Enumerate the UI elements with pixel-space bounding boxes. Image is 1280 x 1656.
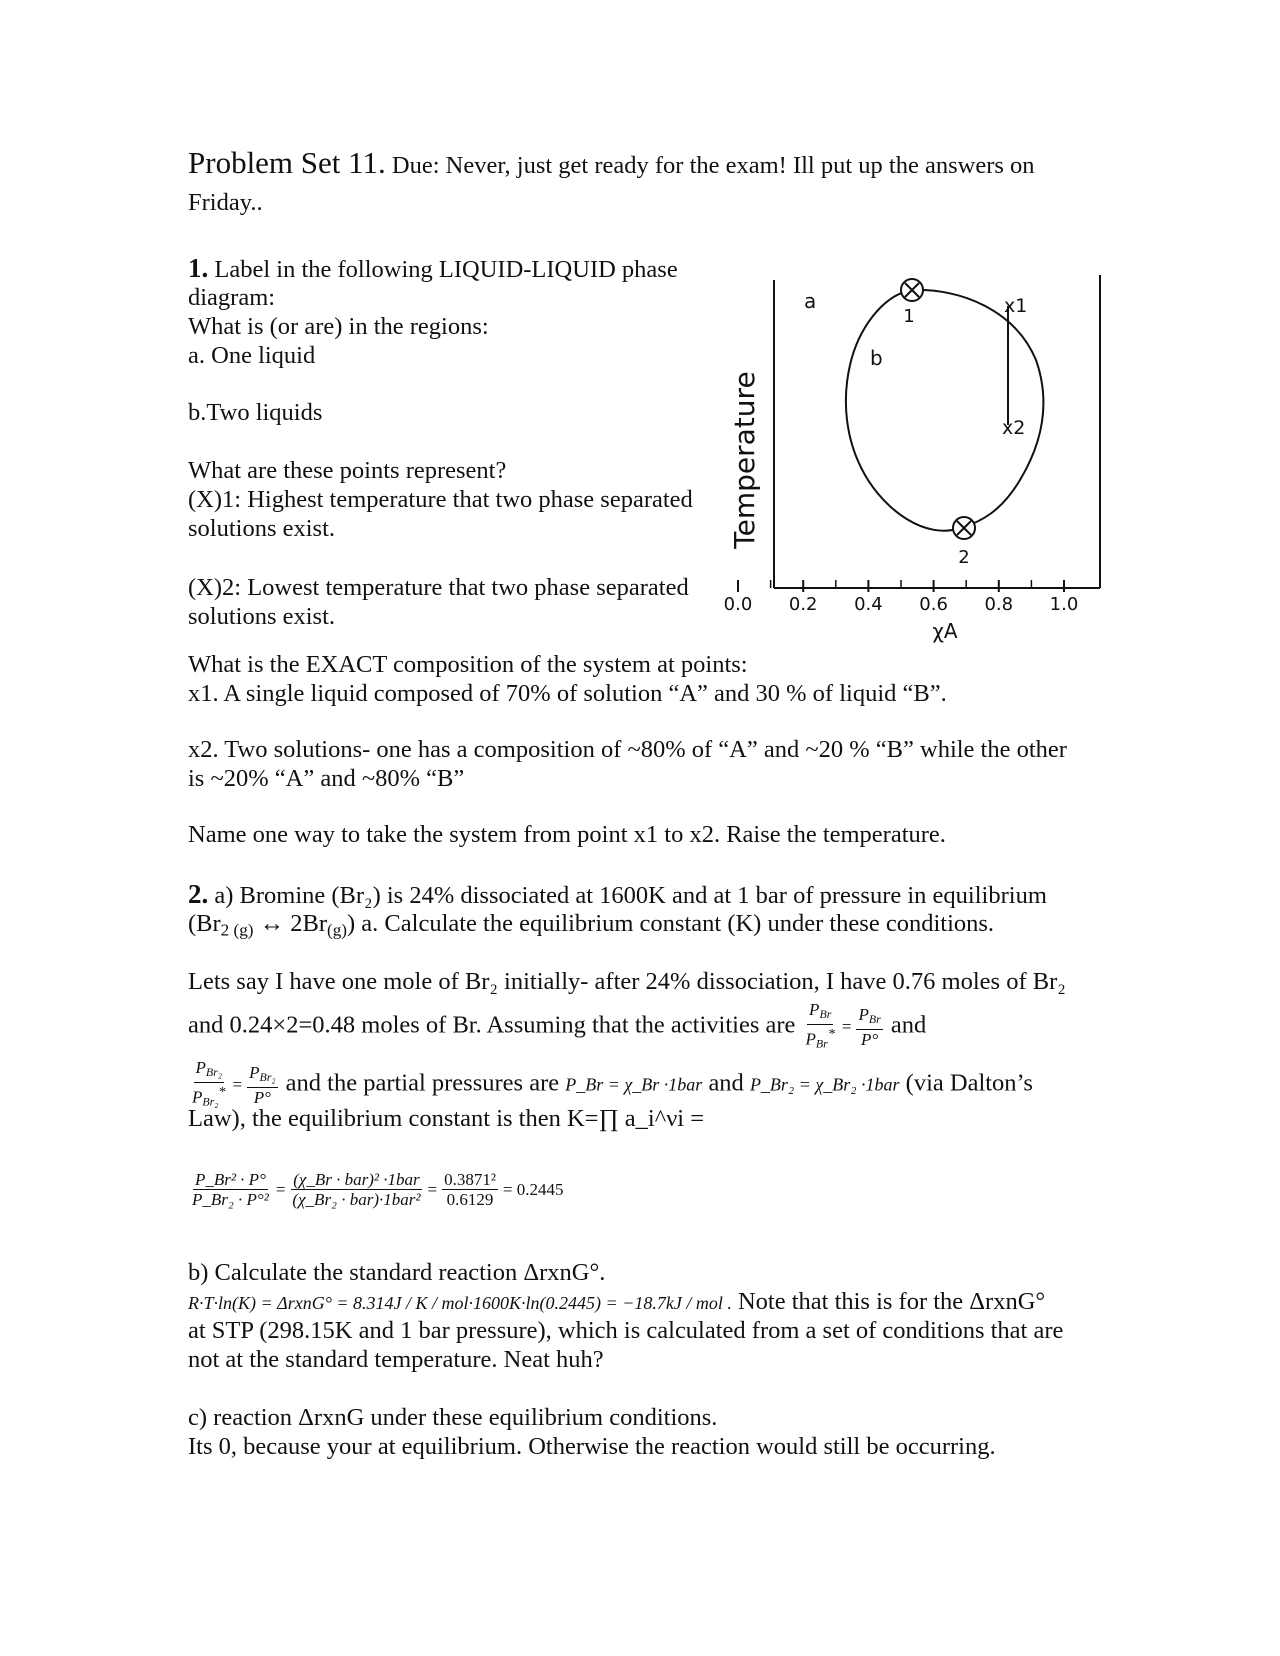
x-tick-label: 1.0 xyxy=(1049,594,1079,615)
q1-prompt-text: Label in the following LIQUID-LIQUID phase xyxy=(214,256,678,283)
q2-work-line2: and 0.24×2=0.48 moles of Br. Assuming that the activities are $\frac{P_{Br}}{P_{Br}^*}$ = $\frac{P_{Br}}{P^\circ}$ and xyxy=(188,1000,926,1054)
point-1-marker xyxy=(901,279,923,301)
x-axis-label: χA xyxy=(932,619,958,643)
due-text: Due: Never, just get ready for the exam! Ill put up the answers on xyxy=(391,152,1035,179)
q1-prompt-cont: diagram: xyxy=(188,284,276,311)
title-line xyxy=(188,145,1035,180)
q1-region-a: a. One liquid xyxy=(188,342,316,369)
phase-diagram xyxy=(720,260,1120,660)
x-tick-label: 0.4 xyxy=(854,594,883,615)
point-label-2: 2 xyxy=(958,547,970,568)
activity-br-fraction: $\frac{P_{Br}}{P_{Br}^*}$ xyxy=(805,1000,835,1051)
q2-a-line2: ($Br_{2 (g)}$ ↔ $2Br_{(g)}$) a. Calculate the equilibrium constant (K) under these conditions. xyxy=(188,910,995,940)
q1-point2-line1: (X)2: Lowest temperature that two phase separated xyxy=(188,574,689,601)
marker-label-x1: x1 xyxy=(1004,295,1028,317)
q2-c-heading: c) reaction ΔrxnG under these equilibrium conditions. xyxy=(188,1404,718,1431)
equilibrium-constant-calc: $\frac{\text{P\_Br² · P°}}{\text{P\_Br₂ · P°²}}$ = $\frac{\text{(χ\_Br · bar)² ·1bar}}{\text{(χ\_Br₂ · bar)·1bar²}}$ = $\frac{\text{0.3871²}}{0.6129}$ = 0.2445 xyxy=(192,1170,564,1209)
x-tick-label: 0.2 xyxy=(788,594,818,615)
q1-point1-line1: (X)1: Highest temperature that two phase separated xyxy=(188,486,693,513)
q1-point2-line2: solutions exist. xyxy=(188,603,336,630)
page-title: Problem Set 11. xyxy=(188,145,386,180)
q1-x1-answer: x1. A single liquid composed of 70% of solution “A” and 30 % of liquid “B”. xyxy=(188,680,947,707)
q1-point1-line2: solutions exist. xyxy=(188,515,336,542)
q2-a-text: a) Bromine (Br₂) is 24% dissociated at 1600K and at 1 bar of pressure in equilibrium xyxy=(214,882,1047,909)
q1-region-b: b.Two liquids xyxy=(188,399,323,426)
activity-br2-fraction: $\frac{P_{Br_2}}{P_{Br_2}^*}$ xyxy=(192,1058,226,1109)
q1-regions-question: What is (or are) in the regions: xyxy=(188,313,489,340)
x-tick-label: 0.8 xyxy=(984,594,1014,615)
dalton-eq-br: P_Br = χ_Br ·1bar xyxy=(565,1074,703,1095)
x-tick-label: 0.6 xyxy=(919,594,948,615)
region-label-a: a xyxy=(804,289,817,313)
point-2-marker xyxy=(953,517,975,539)
q1-exact-question: What is the EXACT composition of the system at points: xyxy=(188,651,748,678)
x-ticks xyxy=(724,580,1079,615)
x-tick-label: 0.0 xyxy=(723,594,753,615)
q2-a-line1 xyxy=(188,880,1047,910)
marker-label-x2: x2 xyxy=(1002,417,1026,439)
q2-b-line3: not at the standard temperature. Neat huh? xyxy=(188,1346,604,1373)
q1-way-answer: Name one way to take the system from point x1 to x2. Raise the temperature. xyxy=(188,821,946,848)
q1-x2-answer-line1: x2. Two solutions- one has a composition of ~80% of “A” and ~20 % “B” while the other xyxy=(188,736,1067,763)
q2-work-line1: Lets say I have one mole of Br₂ initially- after 24% dissociation, I have 0.76 moles of Br₂ xyxy=(188,968,1066,995)
q1-number: 1. xyxy=(188,253,209,283)
q2-c-answer: Its 0, because your at equilibrium. Otherwise the reaction would still be occurring. xyxy=(188,1433,996,1460)
q2-work-line4: Law), the equilibrium constant is then K=∏ a_i^νi = xyxy=(188,1105,705,1132)
q1-points-question: What are these points represent? xyxy=(188,457,507,484)
q2-b-line2: at STP (298.15K and 1 bar pressure), which is calculated from a set of conditions that are xyxy=(188,1317,1064,1344)
q2-work-line3: $\frac{P_{Br_2}}{P_{Br_2}^*}$ = $\frac{P_{Br_2}}{P^\circ}$ and the partial pressures are P_Br = χ_Br ·1bar and P_Br₂ = χ_Br₂ ·1bar (via Dalton’s xyxy=(188,1058,1033,1112)
point-label-1: 1 xyxy=(903,306,915,327)
q2-b-heading: b) Calculate the standard reaction ΔrxnG°. xyxy=(188,1259,606,1286)
due-text-cont: Friday.. xyxy=(188,189,263,216)
region-label-b: b xyxy=(870,346,883,370)
q2-number: 2. xyxy=(188,879,209,909)
gibbs-equation: R·T·ln(K) = ΔrxnG° = 8.314J / K / mol·1600K·ln(0.2445) = −18.7kJ / mol . xyxy=(188,1293,732,1313)
q2-b-line1: R·T·ln(K) = ΔrxnG° = 8.314J / K / mol·1600K·ln(0.2445) = −18.7kJ / mol . Note that this is for the ΔrxnG° xyxy=(188,1288,1046,1315)
q1-x2-answer-line2: is ~20% “A” and ~80% “B” xyxy=(188,765,465,792)
q1-prompt xyxy=(188,254,678,284)
k-result: = 0.2445 xyxy=(502,1180,564,1199)
coexistence-curve xyxy=(846,290,1044,531)
y-axis-label: Temperature xyxy=(728,371,761,549)
dalton-eq-br2: P_Br₂ = χ_Br₂ ·1bar xyxy=(749,1074,900,1095)
